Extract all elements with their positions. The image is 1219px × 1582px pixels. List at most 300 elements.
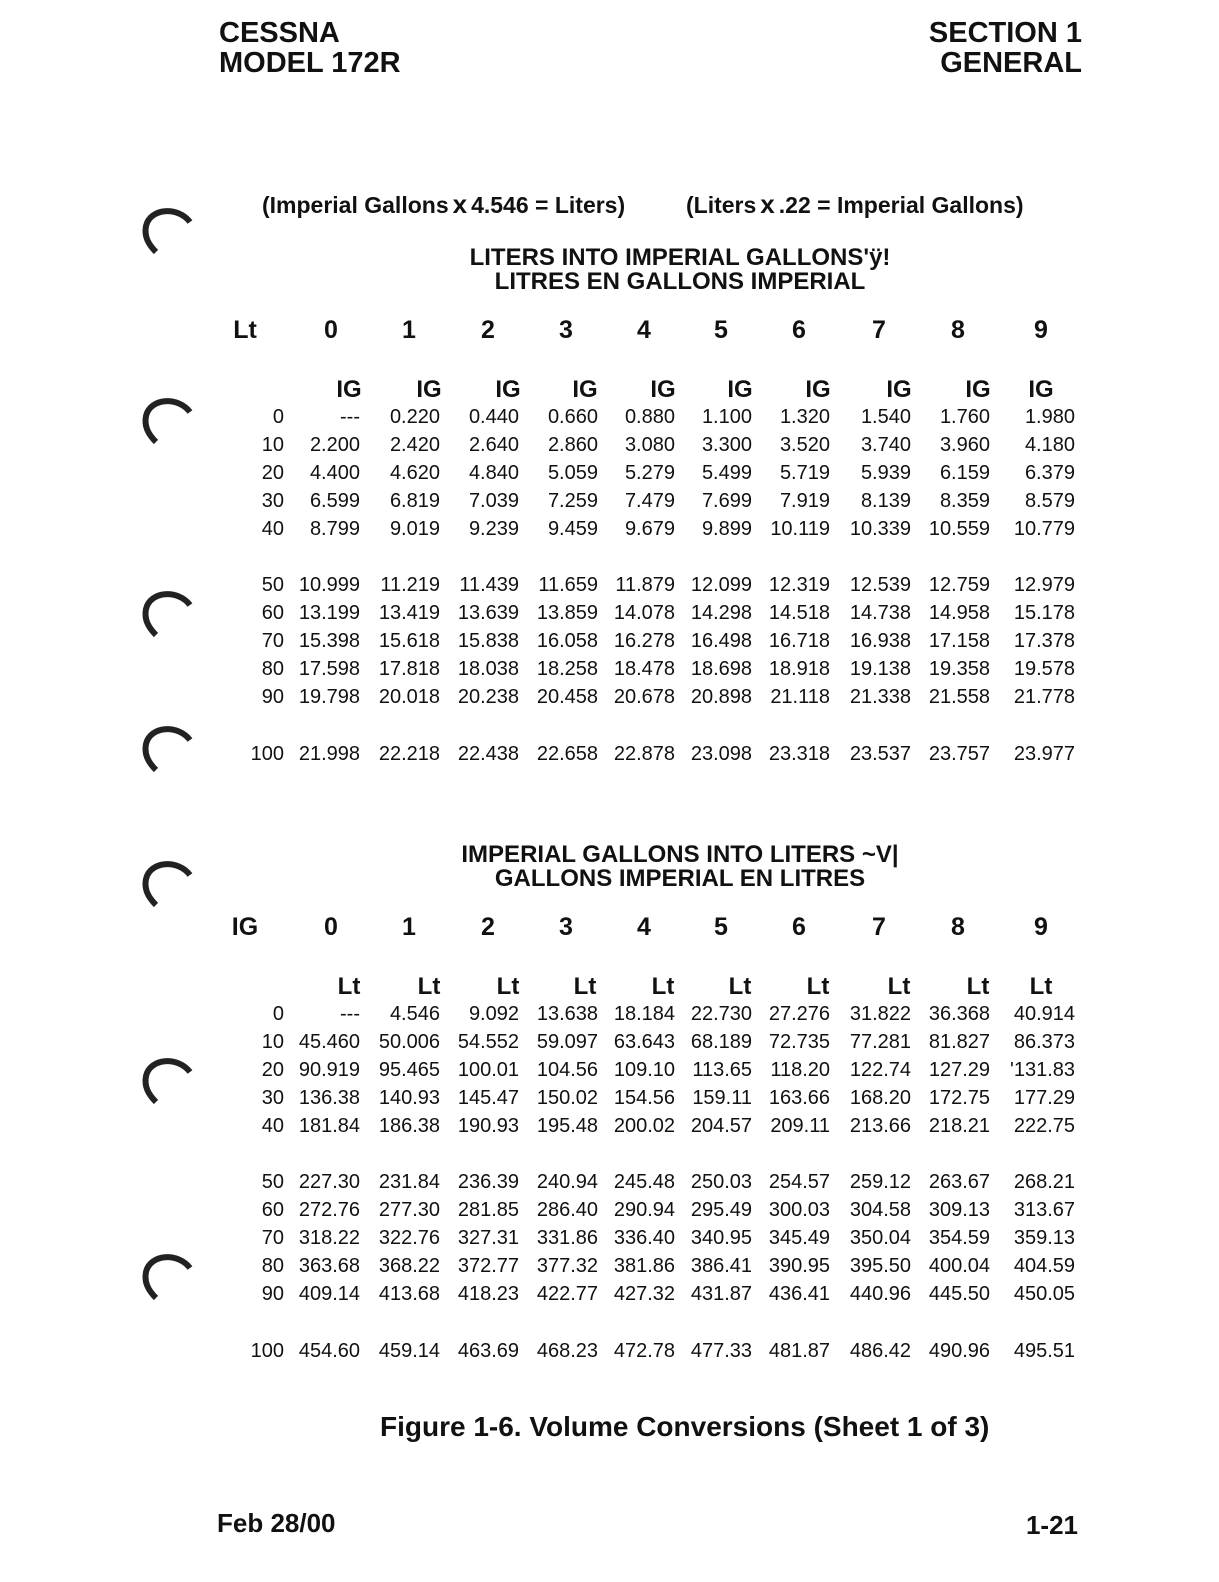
table1-cell: 5.059	[547, 462, 598, 484]
table2-title-fr: GALLONS IMPERIAL EN LITRES	[494, 865, 866, 892]
table2-cell: 259.12	[849, 1171, 911, 1193]
table1-cell: 14.518	[768, 602, 830, 624]
table1-cell: 8.799	[309, 518, 360, 540]
table2-cell: 95.465	[378, 1059, 440, 1081]
table1-unit-label: IG	[1028, 376, 1054, 403]
table1-cell: 18.918	[768, 658, 830, 680]
table1-cell: 4.840	[468, 462, 519, 484]
table2-cell: 495.51	[1013, 1340, 1075, 1362]
table1-unit-label: IG	[727, 376, 753, 403]
table2-cell: 63.643	[613, 1031, 675, 1053]
table1-row-label: 80	[261, 658, 284, 680]
table2-cell: 163.66	[768, 1087, 830, 1109]
table1-cell: 5.719	[779, 462, 830, 484]
table1-cell: 5.499	[701, 462, 752, 484]
table2-col-header: 5	[714, 913, 728, 941]
table2-cell: 322.76	[378, 1227, 440, 1249]
table1-col-header: 7	[872, 316, 886, 344]
table2-cell: 100.01	[457, 1059, 519, 1081]
table1-cell: 15.618	[378, 630, 440, 652]
table1-cell: 6.599	[309, 490, 360, 512]
table1-cell: 19.798	[298, 686, 360, 708]
table2-unit-label: Lt	[1029, 973, 1053, 1000]
table2-cell: 36.368	[928, 1003, 990, 1025]
table1-cell: 6.819	[389, 490, 440, 512]
table2-cell: 13.638	[536, 1003, 598, 1025]
table2-cell: 350.04	[849, 1227, 911, 1249]
table2-cell: 68.189	[690, 1031, 752, 1053]
table1-cell: 16.278	[613, 630, 675, 652]
table2-cell: 31.822	[849, 1003, 911, 1025]
binder-hole-mark	[138, 720, 202, 778]
table2-cell: 486.42	[849, 1340, 911, 1362]
table1-cell: 15.838	[457, 630, 519, 652]
table2-col-header: 7	[872, 913, 886, 941]
table1-unit-label: IG	[886, 376, 912, 403]
table1-cell: 7.479	[624, 490, 675, 512]
footer-date: Feb 28/00	[217, 1508, 336, 1538]
table1-col-header: 4	[637, 316, 651, 344]
table1-cell: 5.279	[624, 462, 675, 484]
table2-cell: 231.84	[378, 1171, 440, 1193]
table2-cell: 254.57	[768, 1171, 830, 1193]
table1-cell: 6.379	[1024, 462, 1075, 484]
table1-cell: 7.699	[701, 490, 752, 512]
table1-title	[440, 246, 920, 294]
table1-cell: 2.640	[468, 434, 519, 456]
binder-hole-mark	[138, 1248, 202, 1306]
table1-cell: 16.498	[690, 630, 752, 652]
footer-page-number: 1-21	[1025, 1510, 1078, 1540]
table2-row-label: 80	[261, 1255, 284, 1277]
table2-row-label: 90	[261, 1283, 284, 1305]
table1-cell: 12.979	[1013, 574, 1075, 596]
table2-cell: 168.20	[849, 1087, 911, 1109]
table2-cell: 345.49	[768, 1227, 830, 1249]
table2-cell: 54.552	[457, 1031, 519, 1053]
table1-title-fr: LITRES EN GALLONS IMPERIAL	[494, 268, 866, 295]
table1-row-label: 20	[261, 462, 284, 484]
formula-gallons-to-liters: (Imperial Gallons x 4.546 = Liters)	[262, 189, 626, 219]
table1-unit-label: IG	[336, 376, 362, 403]
binder-hole-mark	[138, 855, 202, 913]
table2-cell: 222.75	[1013, 1115, 1075, 1137]
table2-corner-label: IG	[231, 913, 259, 941]
table2-cell: ---	[340, 1003, 360, 1025]
table2-cell: 4.546	[389, 1003, 440, 1025]
table1-cell: 1.980	[1024, 406, 1075, 428]
table2-cell: 340.95	[690, 1227, 752, 1249]
table1-cell: 2.860	[547, 434, 598, 456]
table2-cell: 213.66	[849, 1115, 911, 1137]
table2-cell: 300.03	[768, 1199, 830, 1221]
table1-cell: 8.359	[939, 490, 990, 512]
table2-cell: 463.69	[457, 1340, 519, 1362]
table1-cell: 14.298	[690, 602, 752, 624]
table1-cell: 8.579	[1024, 490, 1075, 512]
table1-cell: 4.180	[1024, 434, 1075, 456]
table2-cell: 109.10	[613, 1059, 675, 1081]
table1-cell: 1.760	[939, 406, 990, 428]
table1-cell: 3.960	[939, 434, 990, 456]
table2-cell: 86.373	[1013, 1031, 1075, 1053]
table2-cell: 127.29	[928, 1059, 990, 1081]
table2-cell: 59.097	[536, 1031, 598, 1053]
binder-hole-mark	[138, 202, 202, 260]
table1-cell: 1.540	[860, 406, 911, 428]
table1-cell: 9.899	[701, 518, 752, 540]
table2-cell: 186.38	[378, 1115, 440, 1137]
table2-cell: 154.56	[613, 1087, 675, 1109]
table1-cell: 13.639	[457, 602, 519, 624]
table2-cell: 395.50	[849, 1255, 911, 1277]
table2-col-header: 6	[792, 913, 806, 941]
table1-cell: 10.119	[770, 518, 830, 540]
table2-cell: 263.67	[928, 1171, 990, 1193]
table1-cell: 20.458	[536, 686, 598, 708]
table1-cell: 13.859	[536, 602, 598, 624]
table1-unit-label: IG	[572, 376, 598, 403]
table2-row-label: 50	[261, 1171, 284, 1193]
table1-cell: 18.258	[536, 658, 598, 680]
table1-cell: 3.080	[624, 434, 675, 456]
table1-cell: 20.898	[690, 686, 752, 708]
table2-cell: 181.84	[298, 1115, 360, 1137]
table2-cell: 309.13	[928, 1199, 990, 1221]
header-model: MODEL 172R	[219, 47, 401, 79]
table2-cell: 204.57	[690, 1115, 752, 1137]
table1-row-label: 10	[261, 434, 284, 456]
table1-cell: 12.759	[928, 574, 990, 596]
table1-cell: 14.078	[613, 602, 675, 624]
table2-col-header: 8	[951, 913, 965, 941]
table1-row-label: 0	[272, 406, 284, 428]
table2-cell: 440.96	[849, 1283, 911, 1305]
table1-cell: 17.818	[378, 658, 440, 680]
table2-unit-label: Lt	[887, 973, 911, 1000]
table1-cell: 3.520	[779, 434, 830, 456]
table2-cell: 250.03	[690, 1171, 752, 1193]
header-manufacturer: CESSNA	[219, 17, 340, 49]
table1-col-header: 3	[559, 316, 573, 344]
table2-cell: 150.02	[536, 1087, 598, 1109]
table1-cell: 11.659	[538, 574, 598, 596]
table1-col-header: 5	[714, 316, 728, 344]
table1-cell: 23.977	[1013, 743, 1075, 765]
table1-cell: 21.998	[298, 743, 360, 765]
table2-cell: 209.11	[770, 1115, 830, 1137]
table1-cell: 10.559	[928, 518, 990, 540]
table1-unit-label: IG	[805, 376, 831, 403]
table2-cell: 104.56	[536, 1059, 598, 1081]
table1-cell: 9.679	[624, 518, 675, 540]
table2-cell: 390.95	[768, 1255, 830, 1277]
table2-cell: 336.40	[613, 1227, 675, 1249]
table1-cell: 19.358	[928, 658, 990, 680]
table2-cell: 377.32	[536, 1255, 598, 1277]
table1-cell: 18.478	[613, 658, 675, 680]
table2-cell: 431.87	[690, 1283, 752, 1305]
table1-unit-label: IG	[650, 376, 676, 403]
table1-row-label: 40	[261, 518, 284, 540]
table1-cell: 1.320	[779, 406, 830, 428]
table1-cell: 4.400	[309, 462, 360, 484]
table2-cell: 200.02	[613, 1115, 675, 1137]
table1-cell: 14.738	[849, 602, 911, 624]
table2-cell: 272.76	[298, 1199, 360, 1221]
table2-unit-label: Lt	[728, 973, 752, 1000]
table2-cell: 459.14	[378, 1340, 440, 1362]
table1-cell: 10.999	[298, 574, 360, 596]
table1-row-label: 70	[261, 630, 284, 652]
table2-row-label: 0	[272, 1003, 284, 1025]
table2-cell: 331.86	[536, 1227, 598, 1249]
table1-cell: 13.199	[298, 602, 360, 624]
table2-unit-label: Lt	[651, 973, 675, 1000]
table2-col-header: 9	[1034, 913, 1048, 941]
table2-unit-label: Lt	[496, 973, 520, 1000]
table2-cell: 304.58	[849, 1199, 911, 1221]
table2-cell: 90.919	[298, 1059, 360, 1081]
table1-cell: 9.459	[547, 518, 598, 540]
header-section-name: GENERAL	[940, 47, 1082, 79]
table1-cell: 15.178	[1013, 602, 1075, 624]
table1-cell: 22.878	[613, 743, 675, 765]
table2-col-header: 2	[481, 913, 495, 941]
table2-cell: 313.67	[1013, 1199, 1075, 1221]
table2-cell: 245.48	[613, 1171, 675, 1193]
table1-row-label: 100	[250, 743, 284, 765]
table1-cell: 16.938	[849, 630, 911, 652]
table2-cell: 27.276	[768, 1003, 830, 1025]
table1-cell: 2.200	[309, 434, 360, 456]
binder-hole-mark	[138, 392, 202, 450]
table1-cell: 11.439	[459, 574, 519, 596]
table1-unit-label: IG	[495, 376, 521, 403]
table2-cell: 454.60	[298, 1340, 360, 1362]
table1-cell: 7.919	[779, 490, 830, 512]
table1-cell: 10.339	[849, 518, 911, 540]
table1-cell: 9.239	[468, 518, 519, 540]
table1-cell: 17.378	[1013, 630, 1075, 652]
table1-cell: 8.139	[860, 490, 911, 512]
table1-cell: 19.138	[849, 658, 911, 680]
table2-cell: 372.77	[457, 1255, 519, 1277]
table1-cell: 21.118	[770, 686, 830, 708]
table1-cell: 1.100	[701, 406, 752, 428]
table2-col-header: 1	[402, 913, 416, 941]
table1-cell: 11.879	[615, 574, 675, 596]
table1-cell: 21.338	[849, 686, 911, 708]
table2-cell: 368.22	[378, 1255, 440, 1277]
table1-cell: 10.779	[1013, 518, 1075, 540]
formula-liters-to-gallons: (Liters x .22 = Imperial Gallons)	[686, 189, 1024, 219]
table1-col-header: 1	[402, 316, 416, 344]
table2-cell: 427.32	[613, 1283, 675, 1305]
table1-cell: 7.259	[547, 490, 598, 512]
table2-title	[440, 843, 920, 891]
table2-row-label: 100	[250, 1340, 284, 1362]
table2-unit-label: Lt	[573, 973, 597, 1000]
table1-cell: 0.220	[389, 406, 440, 428]
table2-row-label: 30	[261, 1087, 284, 1109]
table1-cell: 21.778	[1013, 686, 1075, 708]
table2-cell: 327.31	[457, 1227, 519, 1249]
table1-cell: ---	[340, 406, 360, 428]
table2-row-label: 60	[261, 1199, 284, 1221]
table2-cell: 477.33	[690, 1340, 752, 1362]
table2-cell: 381.86	[613, 1255, 675, 1277]
table2-cell: 409.14	[298, 1283, 360, 1305]
table1-cell: 14.958	[928, 602, 990, 624]
table1-title-en: LITERS INTO IMPERIAL GALLONS'ÿ!	[469, 244, 891, 271]
table1-cell: 19.578	[1013, 658, 1075, 680]
table1-cell: 22.438	[457, 743, 519, 765]
table1-cell: 4.620	[389, 462, 440, 484]
table2-unit-label: Lt	[966, 973, 990, 1000]
table2-col-header: 0	[324, 913, 338, 941]
header-left	[219, 18, 401, 78]
table1-cell: 0.660	[547, 406, 598, 428]
table1-cell: 17.598	[298, 658, 360, 680]
table1-cell: 15.398	[298, 630, 360, 652]
table2-col-header: 4	[637, 913, 651, 941]
table1-col-header: 6	[792, 316, 806, 344]
table1-cell: 18.038	[457, 658, 519, 680]
table1-cell: 7.039	[468, 490, 519, 512]
table1-row-label: 50	[261, 574, 284, 596]
table2-cell: 436.41	[768, 1283, 830, 1305]
table1-cell: 23.537	[849, 743, 911, 765]
table1-cell: 22.218	[378, 743, 440, 765]
table2-unit-label: Lt	[806, 973, 830, 1000]
table2-cell: 145.47	[457, 1087, 519, 1109]
table1-cell: 3.740	[860, 434, 911, 456]
table1-unit-label: IG	[965, 376, 991, 403]
binder-hole-mark	[138, 1052, 202, 1110]
table2-cell: 268.21	[1013, 1171, 1075, 1193]
table1-cell: 20.238	[457, 686, 519, 708]
table2-row-label: 40	[261, 1115, 284, 1137]
table1-cell: 6.159	[939, 462, 990, 484]
table2-cell: 404.59	[1013, 1255, 1075, 1277]
table2-cell: 159.11	[692, 1087, 752, 1109]
table2-cell: 118.20	[770, 1059, 830, 1081]
table2-cell: 290.94	[613, 1199, 675, 1221]
table2-cell: 236.39	[457, 1171, 519, 1193]
table1-col-header: 0	[324, 316, 338, 344]
table2-cell: 295.49	[690, 1199, 752, 1221]
table1-corner-label: Lt	[233, 316, 257, 344]
binder-hole-mark	[138, 585, 202, 643]
table1-cell: 3.300	[701, 434, 752, 456]
table1-cell: 11.219	[380, 574, 440, 596]
table2-cell: 472.78	[613, 1340, 675, 1362]
table2-cell: 172.75	[928, 1087, 990, 1109]
table1-cell: 16.718	[768, 630, 830, 652]
table1-cell: 9.019	[389, 518, 440, 540]
table1-row-label: 60	[261, 602, 284, 624]
table2-cell: 318.22	[298, 1227, 360, 1249]
table2-cell: 113.65	[692, 1059, 752, 1081]
table2-cell: 386.41	[690, 1255, 752, 1277]
table1-cell: 0.880	[624, 406, 675, 428]
table2-cell: 354.59	[928, 1227, 990, 1249]
table1-col-header: 8	[951, 316, 965, 344]
table1-cell: 23.098	[690, 743, 752, 765]
table2-unit-label: Lt	[337, 973, 361, 1000]
table2-title-en: IMPERIAL GALLONS INTO LITERS ~V|	[461, 841, 899, 868]
table1-cell: 5.939	[860, 462, 911, 484]
table2-cell: 72.735	[768, 1031, 830, 1053]
table2-cell: 468.23	[536, 1340, 598, 1362]
table2-unit-label: Lt	[417, 973, 441, 1000]
header-right	[929, 18, 1082, 78]
table2-cell: 400.04	[928, 1255, 990, 1277]
table2-cell: '131.83	[1010, 1059, 1075, 1081]
table2-cell: 277.30	[378, 1199, 440, 1221]
table1-row-label: 90	[261, 686, 284, 708]
table2-cell: 50.006	[378, 1031, 440, 1053]
table2-col-header: 3	[559, 913, 573, 941]
table2-cell: 9.092	[468, 1003, 519, 1025]
table2-cell: 45.460	[298, 1031, 360, 1053]
table2-cell: 418.23	[457, 1283, 519, 1305]
table2-row-label: 70	[261, 1227, 284, 1249]
table2-cell: 122.74	[849, 1059, 911, 1081]
table1-cell: 23.757	[928, 743, 990, 765]
table2-cell: 18.184	[613, 1003, 675, 1025]
table2-cell: 363.68	[298, 1255, 360, 1277]
table1-cell: 20.678	[613, 686, 675, 708]
table1-cell: 12.099	[690, 574, 752, 596]
table2-cell: 22.730	[690, 1003, 752, 1025]
table2-cell: 422.77	[536, 1283, 598, 1305]
table2-cell: 490.96	[928, 1340, 990, 1362]
table2-cell: 281.85	[457, 1199, 519, 1221]
table1-cell: 12.539	[849, 574, 911, 596]
table1-cell: 22.658	[536, 743, 598, 765]
table1-cell: 2.420	[389, 434, 440, 456]
table2-cell: 227.30	[298, 1171, 360, 1193]
table2-cell: 450.05	[1013, 1283, 1075, 1305]
table1-cell: 18.698	[690, 658, 752, 680]
table1-unit-label: IG	[416, 376, 442, 403]
table1-cell: 13.419	[378, 602, 440, 624]
table2-cell: 240.94	[536, 1171, 598, 1193]
table1-cell: 16.058	[536, 630, 598, 652]
table2-row-label: 20	[261, 1059, 284, 1081]
figure-caption: Figure 1-6. Volume Conversions (Sheet 1 of 3)	[380, 1411, 990, 1442]
table1-cell: 0.440	[468, 406, 519, 428]
table1-cell: 17.158	[928, 630, 990, 652]
table2-cell: 136.38	[298, 1087, 360, 1109]
table2-row-label: 10	[261, 1031, 284, 1053]
table2-cell: 195.48	[536, 1115, 598, 1137]
table1-cell: 12.319	[768, 574, 830, 596]
table2-cell: 177.29	[1013, 1087, 1075, 1109]
table2-cell: 445.50	[928, 1283, 990, 1305]
table2-cell: 140.93	[378, 1087, 440, 1109]
table1-cell: 20.018	[378, 686, 440, 708]
table2-cell: 40.914	[1013, 1003, 1075, 1025]
table2-cell: 286.40	[536, 1199, 598, 1221]
table2-cell: 190.93	[457, 1115, 519, 1137]
table1-col-header: 2	[481, 316, 495, 344]
table2-cell: 218.21	[928, 1115, 990, 1137]
table2-cell: 413.68	[378, 1283, 440, 1305]
table2-cell: 81.827	[928, 1031, 990, 1053]
